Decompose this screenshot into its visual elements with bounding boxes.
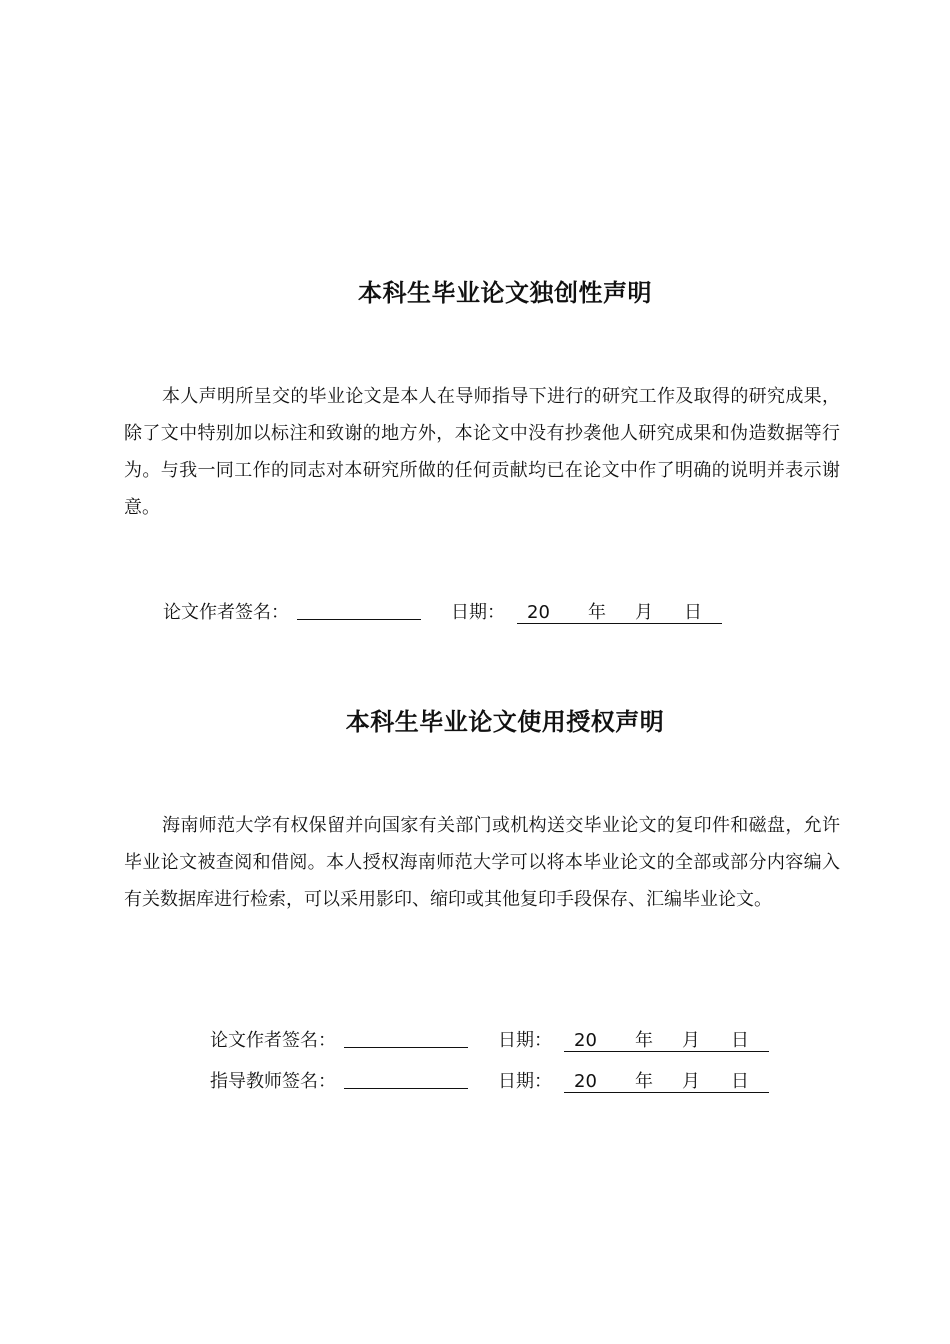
month-unit: 月 bbox=[635, 602, 653, 623]
author-signature-label: 论文作者签名： bbox=[210, 1030, 336, 1051]
author-signature-field[interactable] bbox=[344, 1027, 468, 1048]
year-unit: 年 bbox=[635, 1071, 653, 1092]
month-unit: 月 bbox=[682, 1030, 700, 1051]
month-unit: 月 bbox=[682, 1071, 700, 1092]
authorization-author-row bbox=[210, 1027, 790, 1055]
day-unit: 日 bbox=[731, 1030, 749, 1051]
year-prefix: 20 bbox=[574, 1071, 597, 1092]
originality-title: 本科生毕业论文独创性声明 bbox=[358, 279, 652, 307]
authorization-title: 本科生毕业论文使用授权声明 bbox=[345, 708, 665, 736]
date-field[interactable] bbox=[564, 1068, 769, 1093]
originality-statement: 本人声明所呈交的毕业论文是本人在导师指导下进行的研究工作及取得的研究成果，除了文中特别加以标注和致谢的地方外，本论文中没有抄袭他人研究成果和伪造数据等行为。与我一同工作的同志对本研究所做的任何贡献均已在论文中作了明确的说明并表示谢意。 bbox=[124, 386, 840, 518]
day-unit: 日 bbox=[684, 602, 702, 623]
authorization-advisor-row bbox=[210, 1068, 790, 1096]
date-label: 日期： bbox=[451, 602, 505, 623]
year-unit: 年 bbox=[635, 1030, 653, 1051]
authorization-statement: 海南师范大学有权保留并向国家有关部门或机构送交毕业论文的复印件和磁盘，允许毕业论文被查阅和借阅。本人授权海南师范大学可以将本毕业论文的全部或部分内容编入有关数据库进行检索，可以采用影印、缩印或其他复印手段保存、汇编毕业论文。 bbox=[124, 815, 840, 910]
date-label: 日期： bbox=[498, 1071, 552, 1092]
year-prefix: 20 bbox=[574, 1030, 597, 1051]
author-signature-field[interactable] bbox=[297, 599, 421, 620]
author-signature-label: 论文作者签名： bbox=[163, 602, 289, 623]
advisor-signature-field[interactable] bbox=[344, 1068, 468, 1089]
date-label: 日期： bbox=[498, 1030, 552, 1051]
advisor-signature-label: 指导教师签名： bbox=[210, 1071, 336, 1092]
year-prefix: 20 bbox=[527, 602, 550, 623]
date-field[interactable] bbox=[517, 599, 722, 624]
originality-signature-row bbox=[163, 599, 743, 627]
day-unit: 日 bbox=[731, 1071, 749, 1092]
date-field[interactable] bbox=[564, 1027, 769, 1052]
year-unit: 年 bbox=[588, 602, 606, 623]
